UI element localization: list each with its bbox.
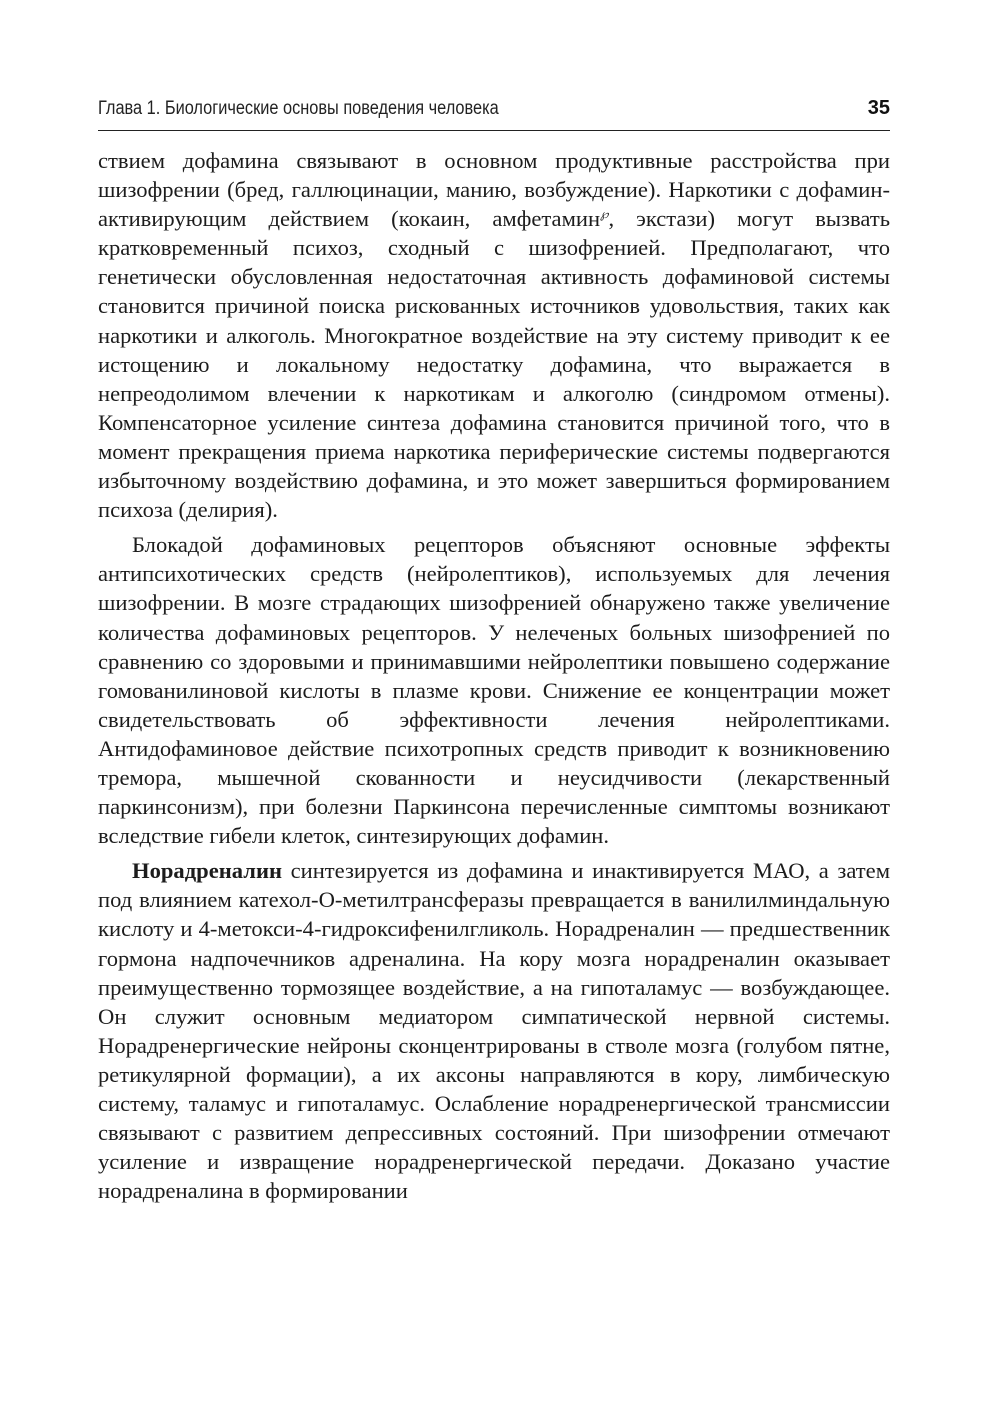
term-heading: Норадреналин — [132, 858, 282, 884]
paragraph-text: синтезируется из дофамина и инактивируется МАО, а затем под влиянием катехол-О-метилтрансферазы превращается в ванилилминдальную кислоту и 4-метокси-4-гидроксифенилгликоль. Норадреналин — предшественник гормона надпочечников адреналина. На кору мозга норадреналин оказывает преимущественно тормозящее воздействие, а на гипоталамус — возбуждающее. Он служит основным медиатором симпатической нервной системы. Норадренергические нейроны сконцентрированы в стволе мозга (голубом пятне, ретикулярной формации), а их аксоны направляются в кору, лимбическую систему, таламус и гипоталамус. Ослабление норадренергической трансмиссии связывают с развитием депрессивных состояний. При шизофрении отмечают усиление и извращение норадренергической передачи. Доказано участие норадреналина в формировании — [98, 858, 890, 1204]
body-text — [98, 146, 890, 1205]
paragraph-3 — [98, 856, 890, 1205]
page-header — [98, 96, 890, 131]
page-number: 35 — [867, 97, 890, 119]
paragraph-2 — [98, 530, 890, 850]
paragraph-text: ствием дофамина связывают в основном продуктивные расстройства при шизофрении (бред, галлюцинации, манию, возбуждение). Наркотики с дофамин-активирующим действием (кокаин, амфетамин — [98, 148, 890, 232]
paragraph-1 — [98, 146, 890, 524]
paragraph-text: Блокадой дофаминовых рецепторов объясняют основные эффекты антипсихотических средств (нейролептиков), используемых для лечения шизофрении. В мозге страдающих шизофренией обнаружено также увеличение количества дофаминовых рецепторов. У нелеченых больных шизофренией по сравнению со здоровыми и принимавшими нейролептики повышено содержание гомованилиновой кислоты в плазме крови. Снижение ее концентрации может свидетельствовать об эффективности лечения нейролептиками. Антидофаминовое действие психотропных средств приводит к возникновению тремора, мышечной скованности и неусидчивости (лекарственный паркинсонизм), при болезни Паркинсона перечисленные симптомы возникают вследствие гибели клеток, синтезирующих дофамин. — [98, 532, 890, 849]
footnote-marker: ℘ — [600, 207, 609, 222]
running-title: Глава 1. Биологические основы поведения человека — [98, 98, 499, 119]
paragraph-text: , экстази) могут вызвать кратковременный психоз, сходный с шизофренией. Предполагают, что генетически обусловленная недостаточная активность дофаминовой системы становится причиной поиска рискованных источников удовольствия, таких как наркотики и алкоголь. Многократное воздействие на эту систему приводит к ее истощению и локальному недостатку дофамина, что выражается в непреодолимом влечении к наркотикам и алкоголю (синдромом отмены). Компенсаторное усиление синтеза дофамина становится причиной того, что в момент прекращения приема наркотика периферические системы подвергаются избыточному воздействию дофамина, и это может завершиться формированием психоза (делирия). — [98, 206, 890, 523]
